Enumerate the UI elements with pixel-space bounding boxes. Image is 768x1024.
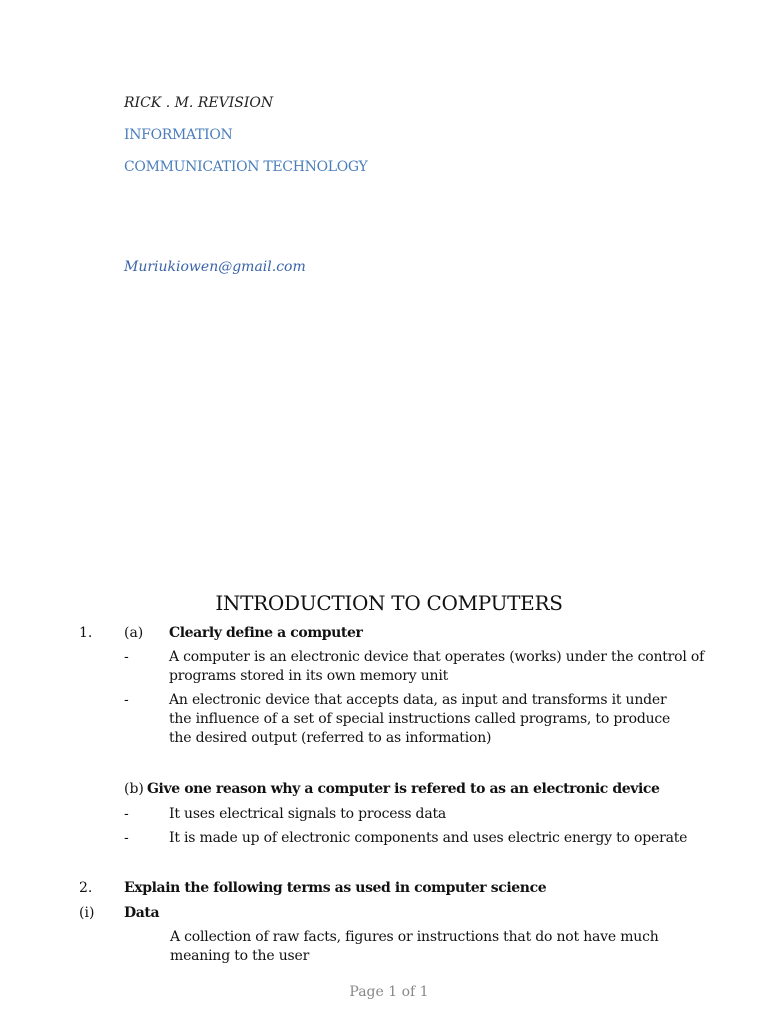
q1-number: 1.: [79, 625, 93, 641]
q1a-label: (a): [124, 625, 144, 641]
document-title: INTRODUCTION TO COMPUTERS: [215, 591, 563, 615]
author-name: RICK . M. REVISION: [124, 95, 274, 111]
header-information: INFORMATION: [124, 127, 233, 143]
q2-number: 2.: [79, 880, 93, 896]
q2i-label: (i): [79, 905, 95, 921]
q1a-answer-2: An electronic device that accepts data, as input and transforms it under the influence of a set of special instructions called programs, to produce the desired output (referred to as information): [169, 692, 671, 746]
q1b-answer-1-bullet: -: [124, 806, 129, 822]
q2i-answer: A collection of raw facts, figures or instructions that do not have much meaning to the user: [170, 929, 659, 964]
q2i-term: Data: [124, 905, 160, 921]
q1a-answer-1-bullet: -: [124, 649, 129, 665]
q1a-answer-2-bullet: -: [124, 692, 129, 708]
page-footer: Page 1 of 1: [349, 984, 429, 1000]
author-email[interactable]: Muriukiowen@gmail.com: [124, 259, 306, 275]
q1b-answer-2-bullet: -: [124, 830, 129, 846]
q1a-question: Clearly define a computer: [169, 625, 363, 641]
q1b-question: Give one reason why a computer is refered to as an electronic device: [147, 781, 660, 797]
q1a-answer-1: A computer is an electronic device that operates (works) under the control of programs stored in its own memory unit: [169, 649, 705, 684]
q2-question: Explain the following terms as used in computer science: [124, 880, 547, 896]
q1b-label: (b): [124, 781, 144, 797]
header-communication-technology: COMMUNICATION TECHNOLOGY: [124, 159, 368, 175]
q1b-answer-1: It uses electrical signals to process data: [169, 806, 447, 822]
q1b-answer-2: It is made up of electronic components and uses electric energy to operate: [169, 830, 688, 846]
